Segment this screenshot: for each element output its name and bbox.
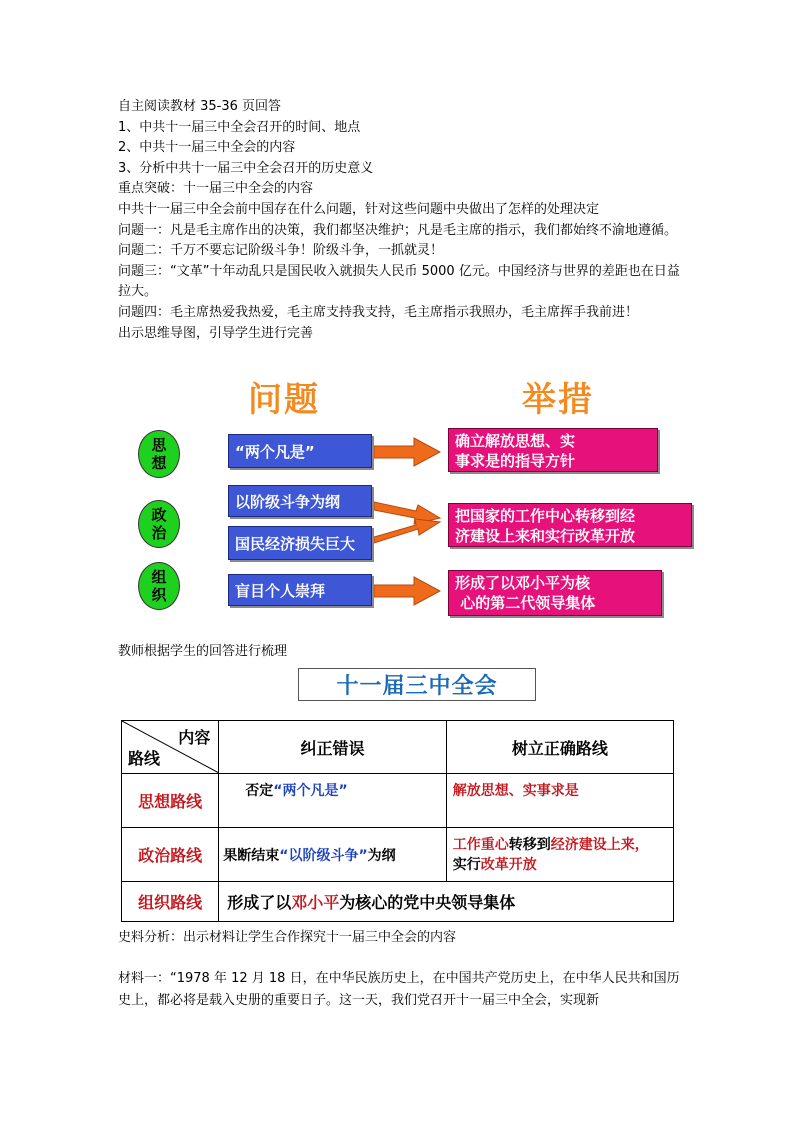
text-leadership-collective: 为核心的党中央领导集体 bbox=[339, 893, 516, 912]
text-economic-construction: 经济建设上来， bbox=[550, 836, 649, 853]
problem-box-class-struggle: 以阶级斗争为纲 bbox=[228, 485, 372, 517]
problem-box-two-whatevers: “两个凡是” bbox=[228, 434, 372, 468]
reading-task: 自主阅读教材 35-36 页回答 bbox=[118, 99, 282, 114]
problem-box-economic-loss: 国民经济损失巨大 bbox=[228, 526, 372, 560]
cell-thought-establish: 解放思想、实事求是 bbox=[446, 774, 673, 828]
corner-bottom-label: 路线 bbox=[128, 749, 161, 768]
row-head-organization: 组织路线 bbox=[122, 882, 219, 922]
problem-header: 问题 bbox=[248, 380, 320, 420]
category-politics bbox=[138, 500, 180, 548]
measure-box-thought bbox=[448, 428, 658, 472]
row-head-politics: 政治路线 bbox=[122, 828, 219, 882]
arrow-organization bbox=[374, 577, 440, 605]
measure-header: 举措 bbox=[522, 380, 594, 420]
category-organization-label: 组织 bbox=[151, 568, 167, 604]
summary-title: 十一届三中全会 bbox=[298, 668, 536, 701]
text-resolutely-end: 果断结束 bbox=[223, 847, 280, 864]
text-implement: 实行 bbox=[452, 856, 481, 873]
text-as-key-link: 为纲 bbox=[367, 847, 396, 864]
arrow-thought bbox=[374, 438, 440, 466]
analysis-line: 史料分析：出示材料让学生合作探究十一届三中全会的内容 bbox=[118, 930, 457, 945]
text-deng-xiaoping: 邓小平 bbox=[291, 893, 340, 912]
problem-1: 问题一：凡是毛主席作出的决策，我们都坚决维护；凡是毛主席的指示，我们都始终不渝地遵循。 bbox=[118, 222, 678, 238]
text-reform-opening: 改革开放 bbox=[480, 856, 537, 873]
measure-politics-line1: 把国家的工作中心转移到经 bbox=[455, 507, 636, 525]
text-work-focus: 工作重心 bbox=[452, 836, 509, 853]
measure-thought-line1: 确立解放思想、实 bbox=[455, 432, 576, 450]
mindmap-instruction: 出示思维导图，引导学生进行完善 bbox=[118, 325, 314, 341]
lead-question: 中共十一届三中全会前中国存在什么问题，针对这些问题中央做出了怎样的处理决定 bbox=[118, 201, 600, 217]
mind-map bbox=[118, 372, 678, 622]
category-thought bbox=[138, 430, 180, 478]
summary-table bbox=[121, 720, 674, 922]
text-shift-to: 转移到 bbox=[508, 836, 551, 853]
column-header-establish: 树立正确路线 bbox=[446, 721, 673, 774]
cell-politics-correct bbox=[219, 828, 447, 882]
cell-organization bbox=[219, 882, 674, 922]
question-1: 1、中共十一届三中全会召开的时间、地点 bbox=[118, 119, 361, 135]
intro-text bbox=[118, 97, 683, 344]
question-3: 3、分析中共十一届三中全会召开的历史意义 bbox=[118, 160, 374, 176]
category-thought-label: 思想 bbox=[151, 436, 167, 472]
table-row bbox=[122, 774, 674, 828]
category-politics-label: 政治 bbox=[151, 506, 167, 542]
cell-politics-establish bbox=[446, 828, 673, 882]
table-row bbox=[122, 828, 674, 882]
text-class-struggle: “以阶级斗争” bbox=[279, 847, 368, 864]
question-2: 2、中共十一届三中全会的内容 bbox=[118, 140, 296, 156]
corner-cell bbox=[122, 721, 219, 774]
key-point: 重点突破：十一届三中全会的内容 bbox=[118, 181, 314, 197]
text-formed: 形成了以 bbox=[227, 893, 292, 912]
problem-3: 问题三：“文革”十年动乱只是国民收入就损失人民币 5000 亿元。中国经济与世界的差距也在日益拉大。 bbox=[118, 263, 680, 300]
measure-box-organization bbox=[448, 570, 662, 616]
measure-box-politics bbox=[448, 503, 692, 547]
text-negate: 否定 bbox=[245, 783, 274, 799]
row-head-thought: 思想路线 bbox=[122, 774, 219, 828]
arrow-politics-lower bbox=[374, 519, 440, 543]
corner-cell-inner bbox=[122, 721, 218, 773]
corner-top-label: 内容 bbox=[178, 728, 211, 747]
material-one: 材料一：“1978 年 12 月 18 日，在中华民族历史上，在中国共产党历史上，在中华人民共和国历史上，都必将是载入史册的重要日子。这一天，我们党召开十一届三中全会，实现新 bbox=[118, 971, 680, 1008]
column-header-correct: 纠正错误 bbox=[219, 721, 447, 774]
problem-2: 问题二：千万不要忘记阶级斗争！阶级斗争，一抓就灵！ bbox=[118, 243, 444, 259]
measure-organization-line2: 心的第二代领导集体 bbox=[455, 594, 596, 612]
measure-politics-line2: 济建设上来和实行改革开放 bbox=[455, 527, 636, 545]
problem-4: 问题四：毛主席热爱我热爱，毛主席支持我支持，毛主席指示我照办，毛主席挥手我前进！ bbox=[118, 304, 639, 320]
problem-box-personality-cult: 盲目个人崇拜 bbox=[228, 574, 372, 606]
category-organization bbox=[138, 562, 180, 610]
text-two-whatevers: “两个凡是” bbox=[273, 783, 348, 799]
table-header-row bbox=[122, 721, 674, 774]
table-row bbox=[122, 882, 674, 922]
measure-thought-line2: 事求是的指导方针 bbox=[455, 452, 576, 470]
measure-organization-line1: 形成了以邓小平为核 bbox=[455, 574, 591, 592]
teacher-caption: 教师根据学生的回答进行梳理 bbox=[118, 644, 288, 659]
cell-thought-correct bbox=[219, 774, 447, 828]
